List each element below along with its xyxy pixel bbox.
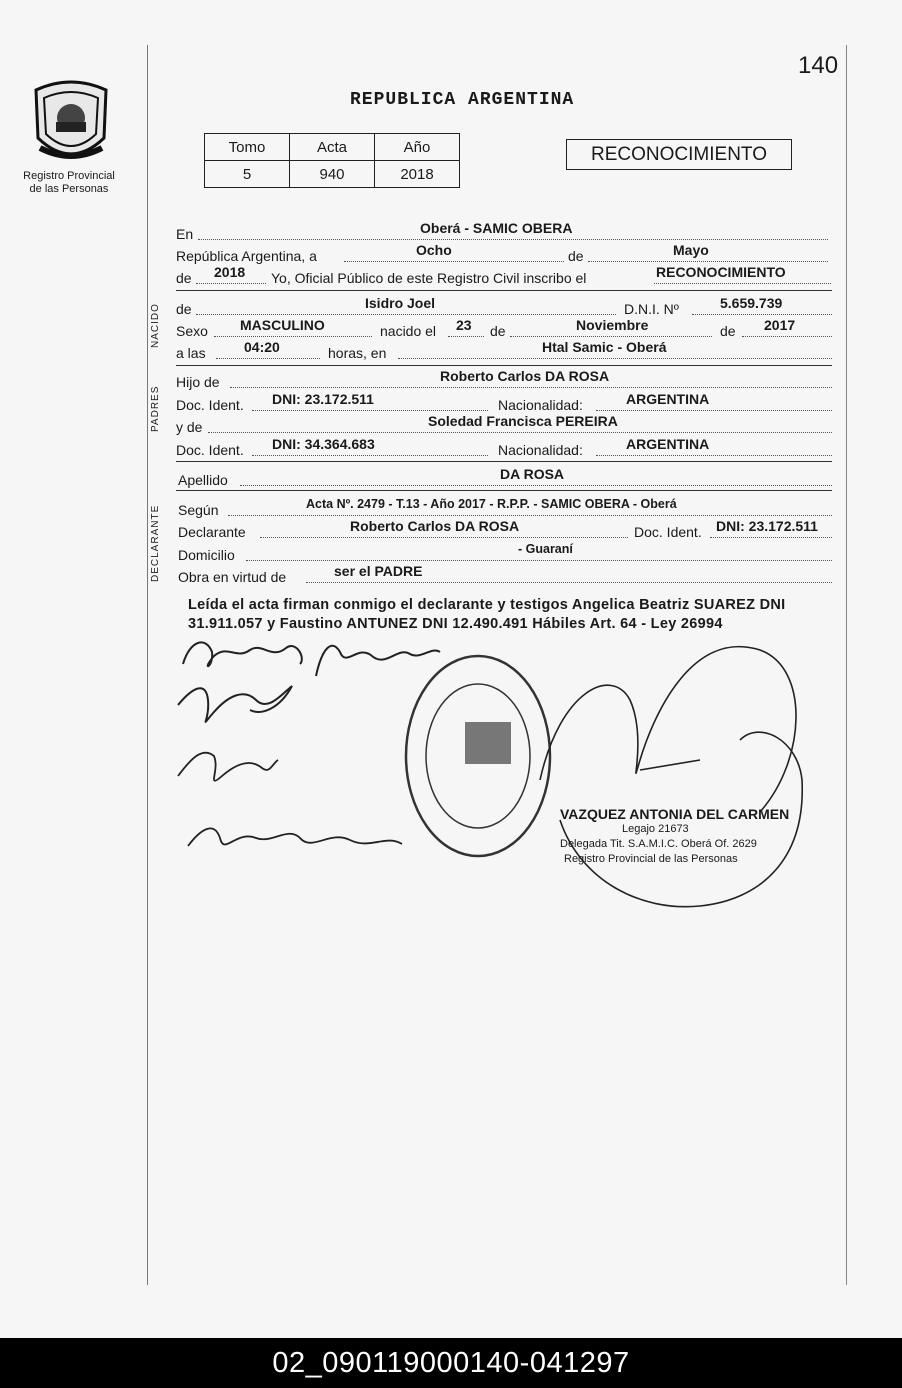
official-legajo: Legajo 21673 bbox=[622, 823, 689, 835]
segun-value: Acta Nº. 2479 - T.13 - Año 2017 - R.P.P. - SAMIC OBERA - Oberá bbox=[306, 497, 677, 511]
father-name: Roberto Carlos DA ROSA bbox=[440, 368, 610, 384]
de-name-label: de bbox=[176, 301, 192, 317]
acta-header: Acta bbox=[290, 134, 375, 161]
hijo-label: Hijo de bbox=[176, 374, 220, 390]
anio-header: Año bbox=[375, 134, 460, 161]
de-month-label: de bbox=[490, 323, 506, 339]
mother-nat-label: Nacionalidad: bbox=[498, 442, 583, 458]
de-byear-label: de bbox=[720, 323, 736, 339]
obra-value: ser el PADRE bbox=[334, 563, 423, 579]
footer-code: 02_090119000140-041297 bbox=[0, 1338, 902, 1388]
year-value: 2018 bbox=[214, 264, 246, 280]
section-padres: PADRES bbox=[150, 385, 161, 432]
republica-label: República Argentina, a bbox=[176, 248, 317, 264]
segun-label: Según bbox=[178, 502, 219, 518]
child-name: Isidro Joel bbox=[365, 295, 436, 311]
birth-month: Noviembre bbox=[576, 317, 649, 333]
official-office: Registro Provincial de las Personas bbox=[564, 853, 738, 865]
official-role: Delegada Tit. S.A.M.I.C. Oberá Of. 2629 bbox=[560, 838, 757, 850]
anio-value: 2018 bbox=[375, 161, 460, 188]
official-block bbox=[560, 806, 789, 867]
yde-label: y de bbox=[176, 419, 203, 435]
birth-place: Htal Samic - Oberá bbox=[542, 339, 667, 355]
declarante-doc: DNI: 23.172.511 bbox=[716, 518, 818, 534]
acta-value: 940 bbox=[290, 161, 375, 188]
mother-doc-label: Doc. Ident. bbox=[176, 442, 244, 458]
mother-doc: DNI: 34.364.683 bbox=[272, 436, 375, 452]
nacido-label: nacido el bbox=[380, 323, 437, 339]
mother-nationality: ARGENTINA bbox=[626, 436, 710, 452]
obra-label: Obra en virtud de bbox=[178, 569, 287, 585]
birth-year: 2017 bbox=[764, 317, 796, 333]
declarante-name: Roberto Carlos DA ROSA bbox=[350, 518, 520, 534]
month-value: Mayo bbox=[673, 242, 709, 258]
day-value: Ocho bbox=[416, 242, 452, 258]
place-value: Oberá - SAMIC OBERA bbox=[420, 220, 573, 236]
official-stamp bbox=[406, 656, 550, 856]
apellido-value: DA ROSA bbox=[500, 466, 565, 482]
record-type-box: RECONOCIMIENTO bbox=[566, 139, 792, 170]
apellido-label: Apellido bbox=[178, 472, 228, 488]
en-label: En bbox=[176, 226, 194, 242]
legal-statement: Leída el acta firman conmigo el declarante y testigos Angelica Beatriz SUAREZ DNI 31.911.057 y Faustino ANTUNEZ DNI 12.490.491 Hábiles Art. 64 - Ley 26994 bbox=[188, 597, 786, 632]
sexo-value: MASCULINO bbox=[240, 317, 325, 333]
signature-testigo-3 bbox=[188, 828, 402, 846]
page-number: 140 bbox=[798, 52, 839, 79]
domicilio-value: - Guaraní bbox=[518, 542, 573, 556]
father-doc: DNI: 23.172.511 bbox=[272, 391, 374, 407]
page-title: REPUBLICA ARGENTINA bbox=[350, 90, 575, 110]
official-name: VAZQUEZ ANTONIA DEL CARMEN bbox=[560, 806, 790, 822]
tomo-value: 5 bbox=[205, 161, 290, 188]
signature-official bbox=[540, 647, 802, 907]
section-nacido: NACIDO bbox=[150, 303, 161, 348]
sexo-label: Sexo bbox=[176, 323, 208, 339]
yo-label: Yo, Oficial Público de este Registro Civil inscribo el bbox=[271, 270, 587, 286]
father-nat-label: Nacionalidad: bbox=[498, 397, 583, 413]
dni-label: D.N.I. Nº bbox=[624, 301, 679, 317]
seal-caption-line-1: Registro Provincial bbox=[23, 170, 115, 182]
signature-testigo-1 bbox=[178, 686, 292, 722]
father-nationality: ARGENTINA bbox=[626, 391, 710, 407]
mother-name: Soledad Francisca PEREIRA bbox=[428, 413, 618, 429]
signature-testigo-2 bbox=[178, 753, 278, 781]
inscribo-value: RECONOCIMIENTO bbox=[656, 264, 786, 280]
signature-declarante bbox=[183, 642, 440, 676]
father-doc-label: Doc. Ident. bbox=[176, 397, 244, 413]
birth-time: 04:20 bbox=[244, 339, 280, 355]
seal-caption-line-2: de las Personas bbox=[29, 183, 109, 195]
child-dni: 5.659.739 bbox=[720, 295, 783, 311]
birth-day: 23 bbox=[456, 317, 472, 333]
horas-label: horas, en bbox=[328, 345, 387, 361]
domicilio-label: Domicilio bbox=[178, 547, 235, 563]
de-year-label: de bbox=[176, 270, 192, 286]
tomo-header: Tomo bbox=[205, 134, 290, 161]
de-label: de bbox=[568, 248, 584, 264]
declarante-doc-label: Doc. Ident. bbox=[634, 524, 702, 540]
alas-label: a las bbox=[176, 345, 206, 361]
section-declarante: DECLARANTE bbox=[150, 504, 161, 582]
declarante-label: Declarante bbox=[178, 524, 246, 540]
